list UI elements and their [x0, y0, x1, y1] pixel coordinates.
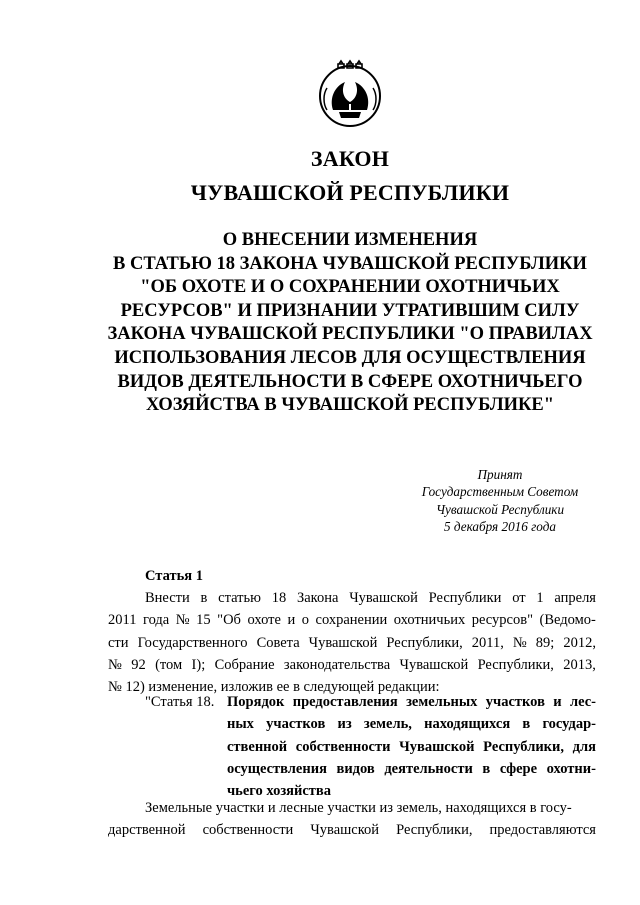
- text-line: [108, 587, 596, 609]
- article-18-heading: [227, 691, 596, 802]
- word: 92: [131, 656, 146, 673]
- word: собственности: [202, 822, 294, 839]
- text-line: [227, 758, 596, 780]
- word: "Об: [217, 612, 241, 629]
- word: (Ведомо-: [539, 612, 596, 629]
- word: в: [522, 716, 531, 733]
- word: сти: [108, 634, 129, 651]
- word: законодательства: [283, 656, 391, 673]
- word: Совета: [256, 634, 300, 651]
- word: земель,: [363, 716, 412, 733]
- issuer-title: ЧУВАШСКОЙ РЕСПУБЛИКИ: [190, 180, 510, 205]
- word: в: [200, 590, 208, 606]
- adoption-line: Государственным Советом: [421, 484, 579, 500]
- adoption-line: 5 декабря 2016 года: [444, 518, 556, 534]
- word: в: [482, 760, 491, 777]
- subject-line: ХОЗЯЙСТВА В ЧУВАШСКОЙ РЕСПУБЛИКЕ": [145, 395, 555, 416]
- word: Чувашской: [399, 656, 469, 673]
- word: Республики: [428, 590, 502, 606]
- word: Закона: [296, 590, 339, 606]
- word: государ-: [542, 716, 596, 733]
- word: Республики,: [483, 738, 565, 755]
- article-18-label: "Статья 18.: [145, 694, 215, 710]
- word: собственности: [295, 738, 391, 755]
- word: №: [175, 612, 190, 629]
- word: от: [512, 590, 526, 606]
- word: ственной: [227, 738, 288, 755]
- subject-line: "ОБ ОХОТЕ И О СОХРАНЕНИИ ОХОТНИЧЬИХ: [140, 277, 560, 298]
- word: о: [301, 612, 309, 629]
- subject-line: ЗАКОНА ЧУВАШСКОЙ РЕСПУБЛИКИ "О ПРАВИЛАХ: [107, 324, 593, 345]
- subject-line: РЕСУРСОВ" И ПРИЗНАНИИ УТРАТИВШИМ СИЛУ: [120, 300, 580, 321]
- subject-line: О ВНЕСЕНИИ ИЗМЕНЕНИЯ: [222, 230, 478, 250]
- word: 2013,: [563, 656, 596, 673]
- word: апреля: [554, 590, 596, 606]
- word: года: [143, 612, 170, 629]
- text-line: [108, 609, 596, 631]
- word: Земельные участки и лесные участки из земель, находящихся в госу-: [145, 800, 572, 816]
- word: 2012,: [563, 634, 596, 651]
- text-line: [227, 691, 596, 713]
- word: Чувашской: [349, 590, 418, 606]
- word: Порядок: [227, 694, 285, 710]
- subject-line: ИСПОЛЬЗОВАНИЯ ЛЕСОВ ДЛЯ ОСУЩЕСТВЛЕНИЯ: [114, 347, 586, 368]
- word: (том: [155, 656, 183, 673]
- word: Собрание: [214, 656, 275, 673]
- text-line: [227, 736, 596, 758]
- word: I);: [191, 656, 206, 673]
- subject-line: В СТАТЬЮ 18 ЗАКОНА ЧУВАШСКОЙ РЕСПУБЛИКИ: [113, 253, 587, 274]
- word: Чувашской: [308, 634, 378, 651]
- text-line: [108, 797, 596, 819]
- word: статью: [218, 590, 261, 606]
- coat-of-arms-emblem: [315, 58, 385, 128]
- word: дарственной: [108, 822, 186, 839]
- word: сохранении: [315, 612, 388, 629]
- word: участков: [266, 716, 326, 733]
- adoption-line: Принят: [477, 467, 523, 482]
- adoption-note: [410, 466, 590, 535]
- word: деятельности: [384, 760, 473, 777]
- word: охотни-: [546, 760, 596, 777]
- word: ных: [227, 716, 254, 733]
- article-18-body-paragraph: [108, 797, 596, 842]
- word: из: [337, 716, 352, 733]
- article-1-paragraph: [108, 587, 596, 698]
- word: 2011,: [471, 634, 504, 651]
- text-line: [227, 713, 596, 735]
- word: Республики,: [396, 822, 473, 839]
- text-line: [108, 819, 596, 841]
- word: охоте: [247, 612, 281, 629]
- word: №: [512, 634, 527, 651]
- article-1-title: Статья 1: [145, 568, 203, 584]
- word: осуществления: [227, 760, 327, 777]
- word: предоставляются: [489, 822, 596, 839]
- word: охотничьих: [393, 612, 466, 629]
- word: и: [553, 694, 562, 710]
- word: участков: [485, 694, 545, 710]
- word: чьего хозяйства: [227, 783, 331, 800]
- text-line: [108, 654, 596, 676]
- word: для: [572, 738, 596, 755]
- word: Республики,: [386, 634, 463, 651]
- word: Внести: [145, 590, 190, 606]
- word: находящихся: [424, 716, 511, 733]
- word: 89;: [535, 634, 555, 651]
- document-type-title: ЗАКОН: [310, 146, 390, 171]
- word: предоставления: [292, 694, 398, 710]
- adoption-line: Чувашской Республики: [435, 501, 565, 517]
- word: №: [108, 656, 122, 673]
- word: и: [287, 612, 296, 629]
- word: 1: [536, 590, 544, 606]
- text-line: [108, 632, 596, 654]
- word: Чувашской: [310, 822, 380, 839]
- word: Чувашской: [399, 738, 475, 755]
- word: № 12) изменение, изложив ее в следующей редакции:: [108, 679, 440, 696]
- word: 18: [271, 590, 287, 606]
- word: ресурсов": [471, 612, 533, 629]
- word: 15: [196, 612, 211, 629]
- word: 2011: [108, 612, 137, 629]
- word: лес-: [569, 694, 596, 710]
- subject-line: ВИДОВ ДЕЯТЕЛЬНОСТИ В СФЕРЕ ОХОТНИЧЬЕГО: [117, 371, 583, 392]
- word: видов: [336, 760, 375, 777]
- word: Государственного: [137, 634, 248, 651]
- word: Республики,: [477, 656, 554, 673]
- word: сфере: [499, 760, 538, 777]
- word: земельных: [406, 694, 478, 710]
- law-subject-heading: [0, 229, 640, 418]
